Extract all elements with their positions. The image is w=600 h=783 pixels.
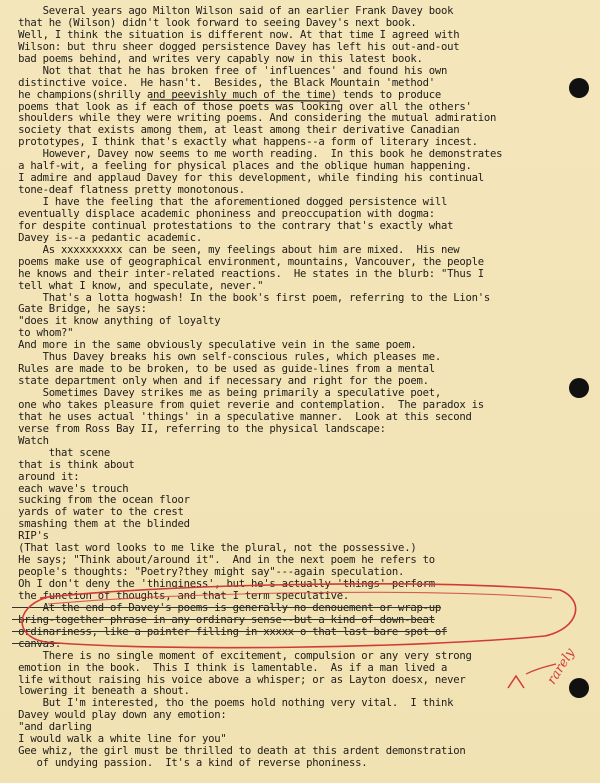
text-line: prototypes, I think that's exactly what happens--a form of literary incest. (12, 136, 478, 149)
text-line: a half-wit, a feeling for physical places and the oblique human happening. (12, 160, 472, 173)
text-line: emotion in the book. This I think is lamentable. As if a man lived a (12, 661, 448, 674)
text-line: verse from Ross Bay II, referring to the physical landscape: (12, 422, 386, 435)
text-line: But I'm interested, tho the poems hold nothing very vital. I think (12, 697, 454, 710)
text-line: Gate Bridge, he says: (12, 303, 147, 316)
text-line: to whom?" (12, 327, 74, 340)
text-line: distinctive voice. He hasn't. Besides, the Black Mountain 'method' (12, 76, 435, 89)
pen-strikethrough (150, 100, 340, 101)
text-line: That's a lotta hogwash! In the book's first poem, referring to the Lion's (12, 291, 490, 304)
text-line: for despite continual protestations to the contrary that's exactly what (12, 219, 454, 232)
text-line: I have the feeling that the aforementioned dogged persistence will (12, 196, 448, 208)
text-line: life without raising his voice above a whisper; or as Layton doesx, never (12, 673, 466, 686)
text-line: "and darling (12, 721, 92, 734)
text-line: Oh I don't deny the 'thinginess', but he's actually 'things' perform (12, 578, 435, 590)
text-line: I admire and applaud Davey for this development, while finding his continual (12, 172, 484, 185)
text-line: Davey is--a pedantic academic. (12, 231, 202, 244)
text-line: that he uses actual 'things' in a speculative manner. Look at this second (12, 410, 472, 423)
text-line: Thus Davey breaks his own self-conscious rules, which pleases me. (12, 351, 441, 364)
text-line: However, Davey now seems to me worth reading. In this book he demonstrates (12, 148, 503, 161)
text-line: Well, I think the situation is different now. At that time I agreed with (12, 28, 460, 41)
text-line: lowering it beneath a shout. (12, 685, 190, 698)
text-line: of undying passion. It's a kind of reverse phoniness. (12, 757, 368, 770)
red-edit-loop (22, 584, 576, 648)
poem-line: around it: (12, 470, 80, 483)
text-line: society that exists among them, at least among their derivative Canadian (12, 124, 460, 137)
poem-line: each wave's trouch (12, 482, 129, 495)
text-line: He says; "Think about/around it". And in the next poem he refers to (12, 554, 435, 567)
text-line: people's thoughts: "Poetry?they might say"---again speculation. (12, 566, 405, 579)
text-line: he knows and their inter-related reactions. He states in the blurb: "Thus I (12, 267, 484, 280)
poem-line: yards of water to the crest (12, 506, 184, 519)
text-line: tone-deaf flatness pretty monotonous. (12, 184, 245, 197)
struck-line: At the end of Davey's poems is generally no denouement or wrap-up (12, 601, 441, 614)
text-line: Several years ago Milton Wilson said of an earlier Frank Davey book (12, 5, 454, 17)
text-line: Sometimes Davey strikes me as being primarily a speculative poet, (12, 387, 441, 399)
red-edit-loop-inner (48, 592, 552, 604)
poem-line: that scene (12, 446, 111, 459)
text-line: There is no single moment of excitement, compulsion or any very strong (12, 649, 472, 662)
poem-line: RIP's (12, 530, 49, 543)
text-line: one who takes pleasure from quiet reverie and contemplation. The paradox is (12, 398, 484, 411)
text-line: As xxxxxxxxxx can be seen, my feelings about him are mixed. His new (12, 243, 460, 256)
text-line: eventually displace academic phoniness and preoccupation with dogma: (12, 207, 435, 220)
poem-line: sucking from the ocean floor (12, 494, 190, 507)
text-line: Rules are made to be broken, to be used as guide-lines from a mental (12, 363, 435, 376)
poem-line: smashing them at the blinded (12, 518, 190, 531)
text-line: the function of thoughts, and that I term speculative. (12, 589, 350, 602)
text-line: (That last word looks to me like the plural, not the possessive.) (12, 542, 417, 555)
struck-line: bring-together phrase in any ordinary sense--but a kind of down-beat (12, 613, 435, 626)
poem-line: Watch (12, 434, 49, 447)
text-line: tell what I know, and speculate, never." (12, 279, 264, 292)
text-line: shoulders while they were writing poems. And considering the mutual admiration (12, 112, 497, 125)
text-line: "does it know anything of loyalty (12, 315, 221, 328)
text-line: Gee whiz, the girl must be thrilled to death at this ardent demonstration (12, 745, 466, 758)
text-line: he champions(shrilly and peevishly much of the time) tends to produce (12, 88, 441, 101)
text-line: And more in the same obviously speculative vein in the same poem. (12, 339, 417, 352)
text-line: poems that look as if each of those poets was looking over all the others' (12, 100, 472, 113)
text-line: I would walk a white line for you" (12, 733, 227, 746)
text-line: Davey would play down any emotion: (12, 709, 227, 722)
margin-note: rarely (544, 645, 579, 688)
text-line: state department only when and if necessary and right for the poem. (12, 375, 429, 388)
struck-line: canvas. (12, 637, 62, 650)
struck-line: ordinariness, like a painter filling in xxxxx o that last bare spot of (12, 625, 448, 638)
text-line: Wilson: but thru sheer dogged persistence Davey has left his out-and-out (12, 40, 460, 53)
text-line: Not that that he has broken free of 'influences' and found his own (12, 64, 448, 77)
text-line: poems make use of geographical environment, mountains, Vancouver, the people (12, 255, 484, 268)
red-insertion-caret (508, 676, 524, 688)
text-line: bad poems behind, and writes very capably now in this latest book. (12, 52, 423, 65)
poem-line: that is think about (12, 458, 135, 471)
text-line: that he (Wilson) didn't look forward to seeing Davey's next book. (12, 16, 417, 29)
